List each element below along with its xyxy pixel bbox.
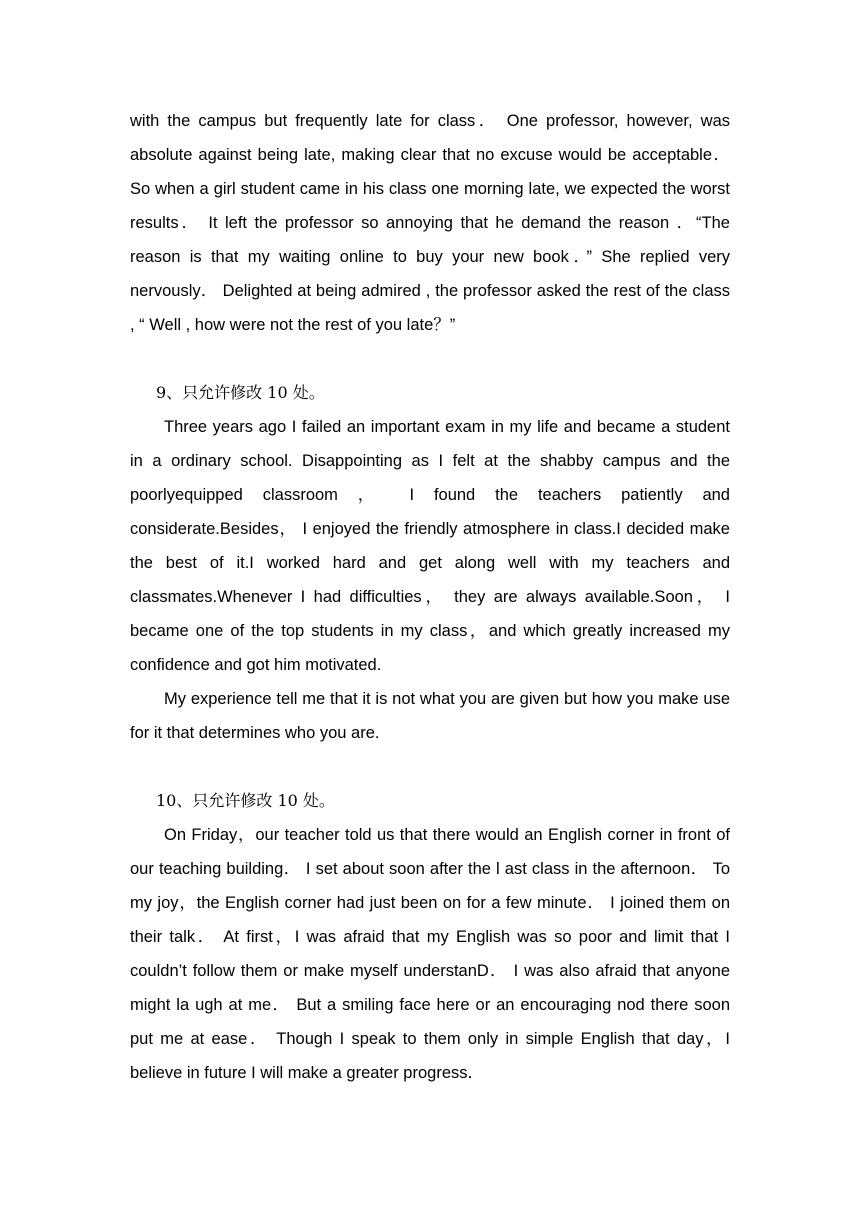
section-gap	[130, 750, 730, 784]
section-9-paragraph-1: Three years ago I failed an important exam in my life and became a student in a ordinary school. Disappointing as I felt at the shabby campus and the poorlyequipped classroom ， I found the teachers patiently and considerate.Besides， I enjoyed the friendly atmosphere in class.I decided make the best of it.I worked hard and get along well with my teachers and classmates.Whenever I had difficulties， they are always available.Soon， I became one of the top students in my class，and which greatly increased my confidence and got him motivated.	[130, 418, 730, 674]
section-10-heading: 10、只允许修改 10 处。	[156, 791, 335, 810]
section-10-paragraph: On Friday，our teacher told us that there would an English corner in front of our teaching building． I set about soon after the l ast class in the afternoon． To my joy，the English corner had just been on for a few minute． I joined them on their talk． At first，I was afraid that my English was so poor and limit that I couldn’t follow them or make myself understanD． I was also afraid that anyone might la ugh at me． But a smiling face here or an encouraging nod there soon put me at ease． Though I speak to them only in simple English that day，I believe in future I will make a greater progress．	[130, 826, 730, 1082]
section-9-heading: 9、只允许修改 10 处。	[156, 383, 325, 402]
section-gap	[130, 342, 730, 376]
section-8-paragraph: with the campus but frequently late for class． One professor, however, was absolute against being late, making clear that no excuse would be acceptable． So when a girl student came in his class one morning late, we expected the worst results． It left the professor so annoying that he demand the reason ．“The reason is that my waiting online to buy your new book．” She replied very nervously． Delighted at being admired , the professor asked the rest of the class , “ Well , how were not the rest of you late？”	[130, 112, 730, 334]
document-page	[130, 104, 730, 1090]
section-9-paragraph-2: My experience tell me that it is not what you are given but how you make use for it that determines who you are.	[130, 690, 730, 742]
